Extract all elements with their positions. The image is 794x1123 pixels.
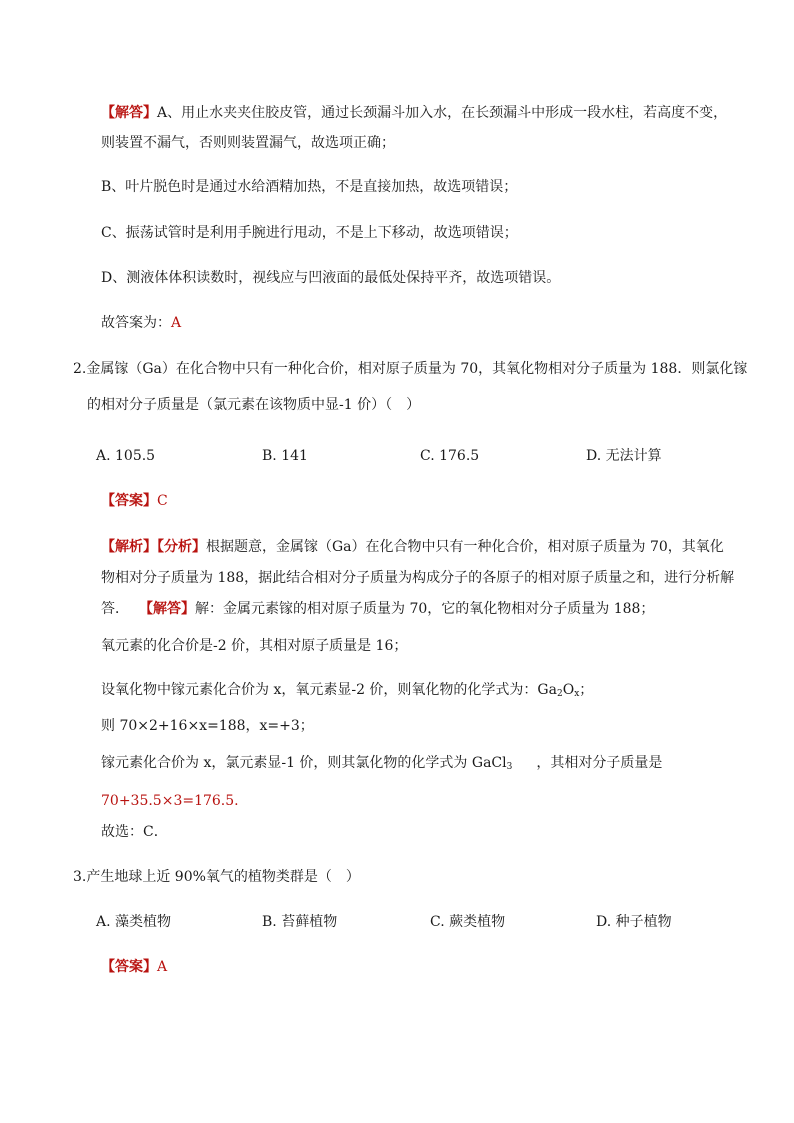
q2-solution-line4: 则 70×2+16×x=188，x=+3； xyxy=(101,718,314,734)
q3-answer: 【答案】A xyxy=(101,959,168,975)
q2-stem-line1: 2.金属镓（Ga）在化合物中只有一种化合价，相对原子质量为 70，其氧化物相对分子质量为 188．则氯化镓 xyxy=(73,361,748,377)
q3-option-c: C. 蕨类植物 xyxy=(430,914,506,930)
q2-analysis-line3: 答． 【解答】解：金属元素镓的相对原子质量为 70，它的氧化物相对分子质量为 188； xyxy=(101,601,655,617)
q3-stem: 3.产生地球上近 90%氧气的植物类群是（ ） xyxy=(73,869,360,885)
q2-solution-line5: 镓元素化合价为 x，氯元素显-1 价，则其氯化物的化学式为 GaCl$_3$ ，其相对分子质量是 xyxy=(101,755,663,772)
q2-solution-line2: 氧元素的化合价是-2 价，其相对原子质量是 16； xyxy=(101,638,408,654)
q1-option-d-explanation: D、测液体体积读数时，视线应与凹液面的最低处保持平齐，故选项错误。 xyxy=(101,270,561,286)
q2-analysis-line2: 物相对分子质量为 188，据此结合相对分子质量为构成分子的各原子的相对原子质量之和，进行分析解 xyxy=(101,570,735,586)
q2-stem-line2: 的相对分子质量是（氯元素在该物质中显-1 价）（ ） xyxy=(87,397,421,413)
q2-solution-conclusion: 故选：C． xyxy=(101,824,168,840)
q2-solution-line6: 70+35.5×3=176.5. xyxy=(101,793,239,809)
q2-option-c: C. 176.5 xyxy=(420,448,480,464)
q1-option-b-explanation: B、叶片脱色时是通过水给酒精加热，不是直接加热，故选项错误； xyxy=(101,179,518,195)
q2-option-b: B. 141 xyxy=(262,448,308,464)
q3-option-d: D. 种子植物 xyxy=(596,914,672,930)
q1-explanation-line2: 则装置不漏气，否则则装置漏气，故选项正确； xyxy=(101,135,395,151)
q1-explanation-line1: 【解答】A、用止水夹夹住胶皮管，通过长颈漏斗加入水，在长颈漏斗中形成一段水柱，若高度不变， xyxy=(101,105,728,121)
jieda-tag: 【解答】 xyxy=(101,105,157,121)
q2-option-d: D. 无法计算 xyxy=(586,448,662,464)
jiexi-tag: 【解析】 xyxy=(101,539,157,555)
q3-option-a: A. 藻类植物 xyxy=(96,914,172,930)
q1-final-answer: 故答案为：A xyxy=(101,315,182,331)
q1-option-c-explanation: C、振荡试管时是利用手腕进行甩动，不是上下移动，故选项错误； xyxy=(101,225,518,241)
q2-option-a: A. 105.5 xyxy=(96,448,156,464)
jieda-tag: 【解答】 xyxy=(139,601,195,617)
q3-option-b: B. 苔藓植物 xyxy=(262,914,338,930)
q2-analysis-line1: 【解析】【分析】根据题意，金属镓（Ga）在化合物中只有一种化合价，相对原子质量为 70，其氧化 xyxy=(101,539,724,555)
q2-answer: 【答案】C xyxy=(101,493,168,509)
fenxi-tag: 【分析】 xyxy=(157,539,206,555)
q2-solution-line3: 设氧化物中镓元素化合价为 x，氧元素显-2 价，则氧化物的化学式为：$Ga_2O_x$； xyxy=(101,682,594,699)
